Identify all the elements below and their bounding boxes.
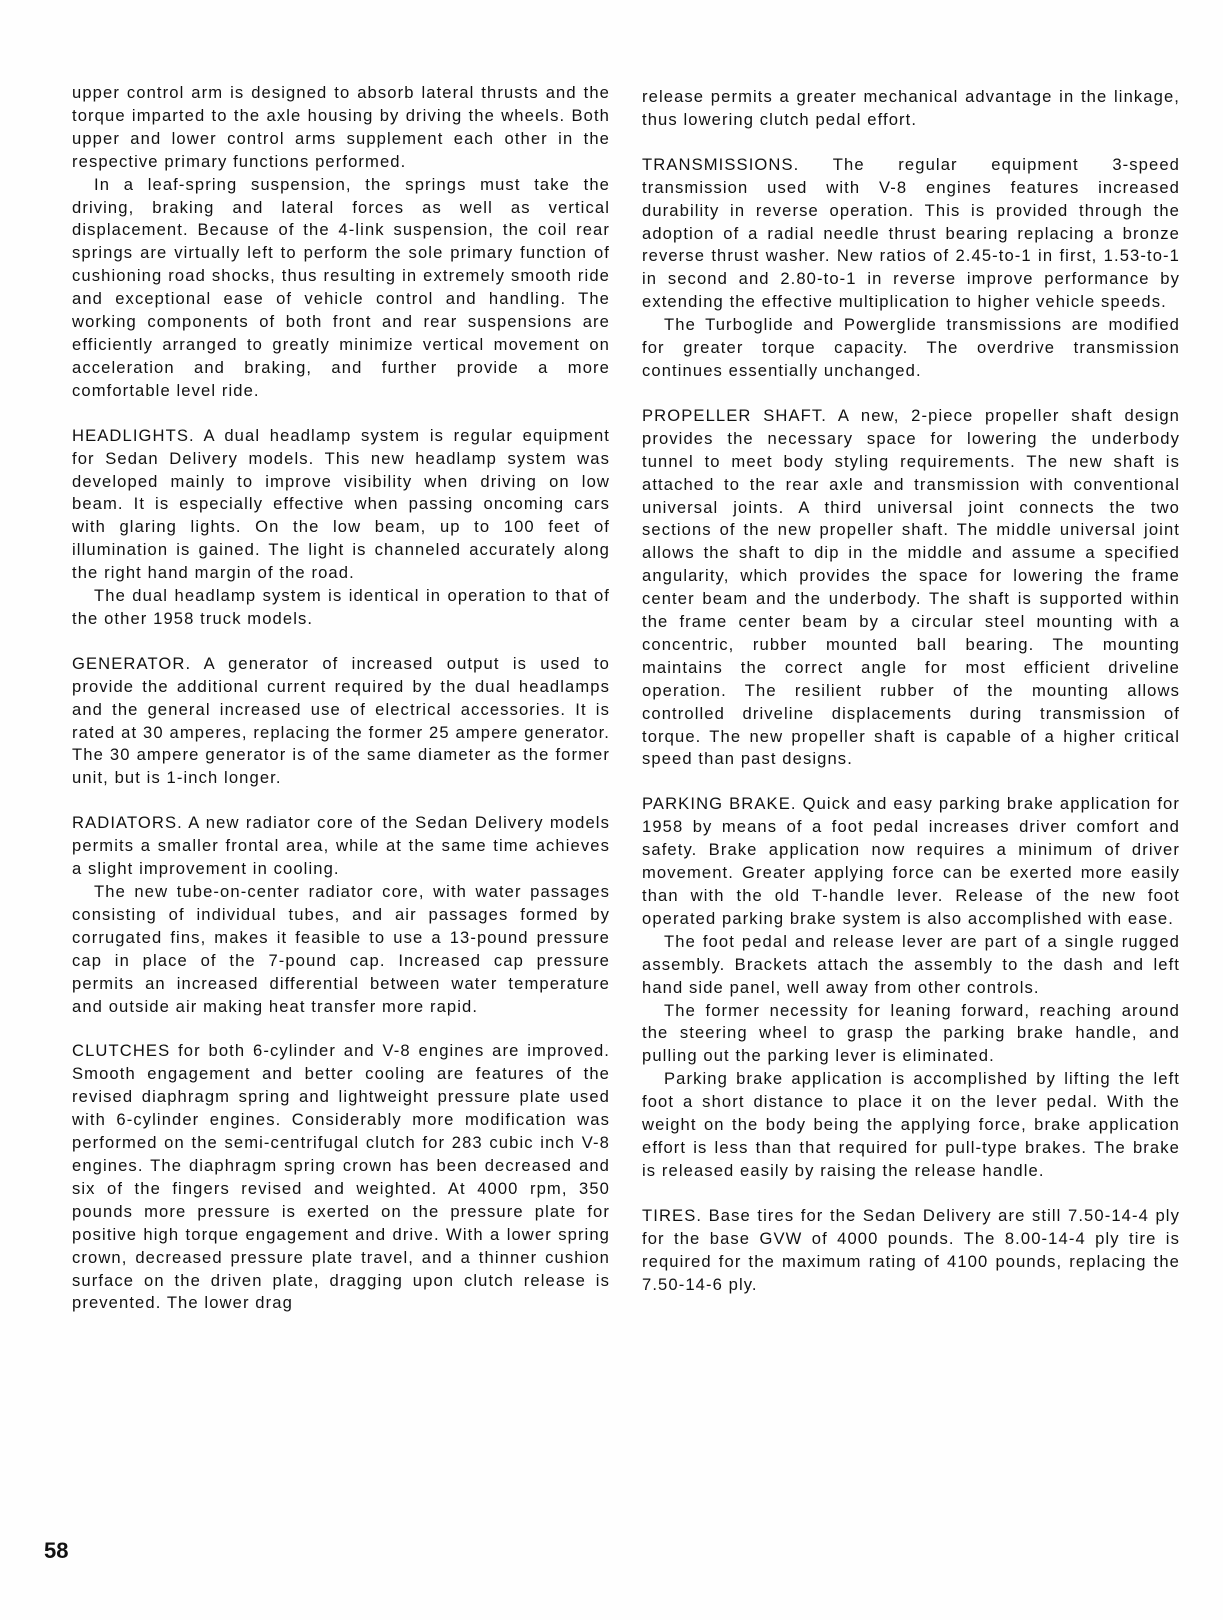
paragraph-text: Base tires for the Sedan Delivery are still 7.50-14-4 ply for the base GVW of 4000 pounds. The 8.00-14-4 ply tire is required for the maximum rating of 4100 pounds, replacing the 7.50-14-6 ply. [642,1205,1180,1294]
paragraph [642,86,1180,132]
paragraph [72,585,610,631]
section-heading: PROPELLER SHAFT. [642,405,828,425]
paragraph-text: A new radiator core of the Sedan Delivery models permits a smaller frontal area, while at the same time achieves a slight improvement in cooling. [72,813,610,879]
paragraph-text: Parking brake application is accomplished by lifting the left foot a short distance to place it on the lever pedal. With the weight on the body being the applying force, brake application effort is less than that required for pull-type brakes. The brake is released easily by raising the release handle. [642,1069,1180,1180]
left-column [72,82,610,1315]
section-heading: HEADLIGHTS. [72,425,195,445]
paragraph-text: In a leaf-spring suspension, the springs must take the driving, braking and lateral forces as well as vertical displacement. Because of the 4-link suspension, the coil rear springs are virtually left to perform the sole primary function of cushioning road shocks, thus resulting in extremely smooth ride and exceptional ease of vehicle control and handling. The working components of both front and rear suspensions are efficiently arranged to greatly minimize vertical movement on acceleration and braking, and further provide a more comfortable level ride. [72,174,610,400]
section-heading: TIRES. [642,1205,703,1225]
paragraph-text: The new tube-on-center radiator core, with water passages consisting of individual tubes, and air passages formed by corrugated fins, makes it feasible to use a 13-pound pressure cap in place of the 7-pound cap. Increased cap pressure permits an increased differential between water temperature and outside air making heat transfer more rapid. [72,882,610,1016]
paragraph-text: for both 6-cylinder and V-8 engines are improved. Smooth engagement and better cooling are features of the revised diaphragm spring and lightweight pressure plate used with 6-cylinder engines. Considerably more modification was performed on the semi-centrifugal clutch for 283 cubic inch V-8 engines. The diaphragm spring crown has been decreased and six of the fingers revised and weighted. At 4000 rpm, 350 pounds more pressure is exerted on the pressure plate for positive high torque engagement and drive. With a lower spring crown, decreased pressure plate travel, and a thinner cushion surface on the driven plate, dragging upon clutch release is prevented. The lower drag [72,1041,611,1313]
paragraph [72,812,610,881]
paragraph-text: The former necessity for leaning forward, reaching around the steering wheel to grasp the parking brake handle, and pulling out the parking lever is eliminated. [642,1000,1180,1066]
paragraph [642,154,1180,314]
paragraph-text: The dual headlamp system is identical in operation to that of the other 1958 truck models. [72,586,610,628]
paragraph-text: release permits a greater mechanical advantage in the linkage, thus lowering clutch pedal effort. [642,87,1180,129]
page-number: 58 [44,1538,69,1563]
paragraph [72,1040,610,1315]
paragraph-text: The Turboglide and Powerglide transmissions are modified for greater torque capacity. The overdrive transmission continues essentially unchanged. [642,315,1180,380]
paragraph-text: A dual headlamp system is regular equipment for Sedan Delivery models. This new headlamp system was developed mainly to improve visibility when driving on low beam. It is especially effective when passing oncoming cars with glaring lights. On the low beam, up to 100 feet of illumination is gained. The light is channeled accurately along the right hand margin of the road. [72,425,610,583]
paragraph [72,881,610,1018]
section-heading: CLUTCHES [72,1041,171,1061]
paragraph [642,314,1180,383]
paragraph [72,174,610,403]
paragraph [642,931,1180,1000]
paragraph [642,405,1180,772]
section-heading: PARKING BRAKE. [642,794,797,814]
paragraph-text: A generator of increased output is used to provide the additional current required by the dual headlamps and the general increased use of electrical accessories. It is rated at 30 amperes, replacing the former 25 ampere generator. The 30 ampere generator is of the same diameter as the former unit, but is 1-inch longer. [72,653,610,788]
paragraph [72,425,610,585]
paragraph-text: A new, 2-piece propeller shaft design provides the necessary space for lowering the underbody tunnel to meet body styling requirements. The new shaft is attached to the rear axle and transmission with conventional universal joints. A third universal joint connects the two sections of the new propeller shaft. The middle universal joint allows the shaft to dip in the middle and assume a specified angularity, which provides the space for lowering the frame center beam and the underbody. The shaft is supported within the frame center beam by a circular steel mounting with a concentric, rubber mounted ball bearing. The mounting maintains the correct angle for most efficient driveline operation. The resilient rubber of the mounting allows controlled driveline displacements during transmission of torque. The new propeller shaft is capable of a higher critical speed than past designs. [642,405,1181,769]
paragraph [642,793,1180,930]
section-heading: GENERATOR. [72,653,192,673]
paragraph [642,1068,1180,1183]
paragraph [72,653,610,790]
section-heading: RADIATORS. [72,813,183,833]
right-column [642,86,1180,1296]
paragraph [72,82,610,174]
paragraph [642,1205,1180,1297]
paragraph-text: The regular equipment 3-speed transmission used with V-8 engines features increased durability in reverse operation. This is provided through the adoption of a radial needle thrust bearing replacing a bronze reverse thrust washer. New ratios of 2.45-to-1 in first, 1.53-to-1 in second and 2.80-to-1 in reverse improve performance by extending the effective multiplication to higher vehicle speeds. [642,154,1180,312]
section-heading: TRANSMISSIONS. [642,154,800,174]
paragraph [642,1000,1180,1069]
paragraph-text: The foot pedal and release lever are part of a single rugged assembly. Brackets attach the assembly to the dash and left hand side panel, well away from other controls. [642,931,1180,997]
paragraph-text: upper control arm is designed to absorb lateral thrusts and the torque imparted to the axle housing by driving the wheels. Both upper and lower control arms supplement each other in the respective primary functions performed. [72,83,610,171]
paragraph-text: Quick and easy parking brake application for 1958 by means of a foot pedal increases driver comfort and safety. Brake application now requires a minimum of driver movement. Greater applying force can be exerted more easily than with the old T-handle lever. Release of the new foot operated parking brake system is also accomplished with ease. [642,794,1180,928]
